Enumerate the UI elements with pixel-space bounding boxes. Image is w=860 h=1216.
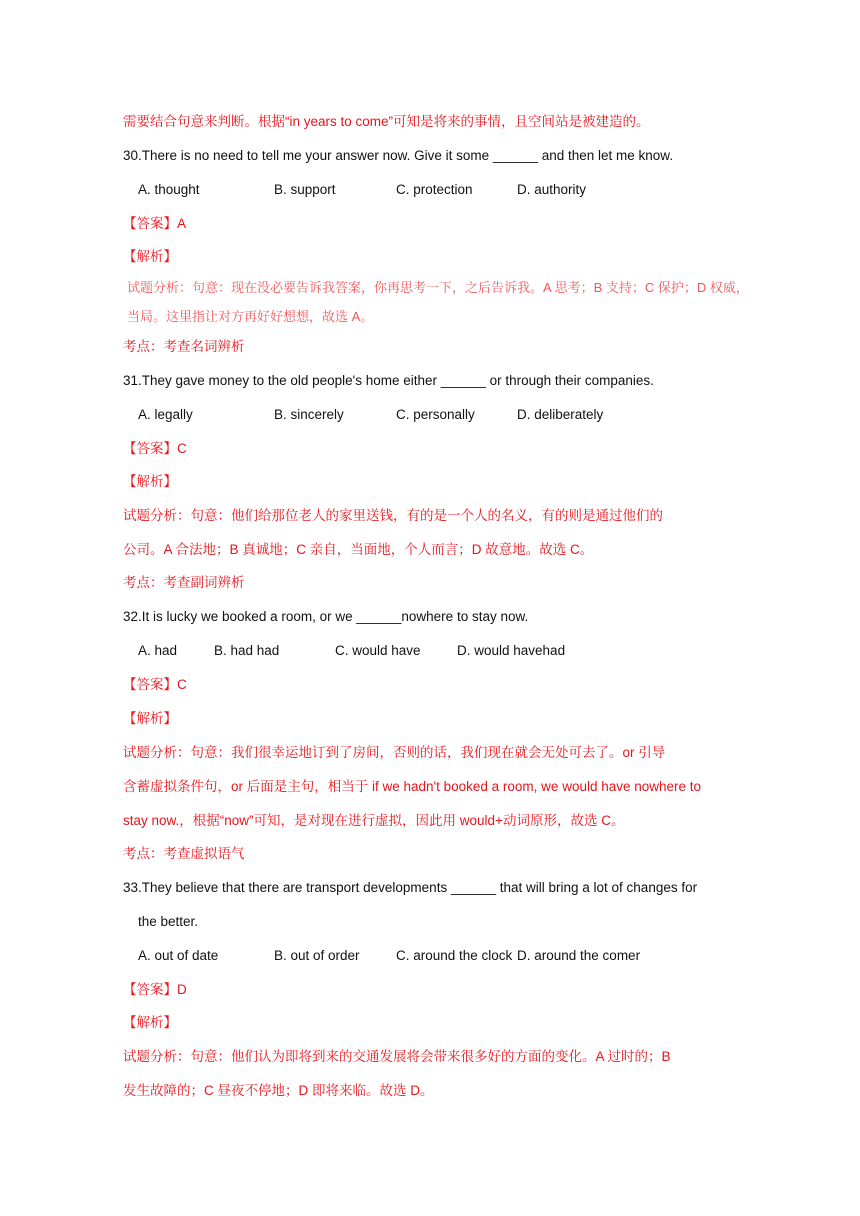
question-31-stem: 31.They gave money to the old people's home either ______ or through their companies. — [123, 373, 654, 388]
q30-analysis-line: 当局。这里指让对方再好好想想，故选 A。 — [127, 309, 374, 324]
q31-option-d: D. deliberately — [517, 407, 604, 422]
q32-option-d: D. would havehad — [457, 643, 566, 658]
q31-option-c: C. personally — [396, 407, 475, 422]
q33-option-d: D. around the comer — [517, 948, 641, 963]
q32-point: 考点：考查虚拟语气 — [123, 846, 245, 861]
question-30-stem: 30.There is no need to tell me your answer now. Give it some ______ and then let me know. — [123, 148, 674, 163]
q30-option-d: D. authority — [517, 182, 587, 197]
q33-option-b: B. out of order — [274, 948, 360, 963]
q31-analysis-line: 公司。A 合法地；B 真诚地；C 亲自，当面地，个人而言；D 故意地。故选 C。 — [123, 542, 594, 557]
q31-analysis-line: 试题分析：句意：他们给那位老人的家里送钱，有的是一个人的名义，有的则是通过他们的 — [123, 508, 663, 523]
q32-option-b: B. had had — [214, 643, 280, 658]
q30-answer: 【答案】A — [123, 216, 187, 231]
q32-analysis-line: 试题分析：句意：我们很幸运地订到了房间，否则的话，我们现在就会无处可去了。or 引导 — [123, 745, 666, 760]
q30-analysis-line: 试题分析：句意：现在没必要告诉我答案，你再思考一下，之后告诉我。A 思考；B 支持；C 保护；D 权威， — [127, 280, 749, 295]
q32-analysis-line: stay now.，根据“now”可知，是对现在进行虚拟，因此用 would+动词原形，故选 C。 — [123, 813, 625, 828]
question-33-stem-cont: the better. — [138, 914, 199, 929]
q33-option-c: C. around the clock — [396, 948, 513, 963]
q31-point: 考点：考查副词辨析 — [123, 575, 245, 590]
q30-option-b: B. support — [274, 182, 336, 197]
q31-option-a: A. legally — [138, 407, 193, 422]
q30-option-a: A. thought — [138, 182, 200, 197]
q31-option-b: B. sincerely — [274, 407, 344, 422]
q33-analysis-line: 试题分析：句意：他们认为即将到来的交通发展将会带来很多好的方面的变化。A 过时的；B — [123, 1049, 671, 1064]
q30-option-c: C. protection — [396, 182, 473, 197]
q30-point: 考点：考查名词辨析 — [123, 339, 245, 354]
q30-analysis-label: 【解析】 — [123, 249, 177, 264]
question-32-stem: 32.It is lucky we booked a room, or we ______nowhere to stay now. — [123, 609, 529, 624]
q33-analysis-label: 【解析】 — [123, 1015, 177, 1030]
question-33-stem: 33.They believe that there are transport developments ______ that will bring a lot of changes for — [123, 880, 698, 895]
q33-analysis-line: 发生故障的；C 昼夜不停地；D 即将来临。故选 D。 — [123, 1083, 434, 1098]
q32-analysis-line: 含蓄虚拟条件句，or 后面是主句，相当于 if we hadn't booked a room, we would have nowhere to — [123, 779, 702, 794]
q33-answer: 【答案】D — [123, 982, 187, 997]
q32-analysis-label: 【解析】 — [123, 711, 177, 726]
q32-option-a: A. had — [138, 643, 178, 658]
intro-line: 需要结合句意来判断。根据“in years to come”可知是将来的事情，且空间站是被建造的。 — [123, 114, 650, 129]
q33-option-a: A. out of date — [138, 948, 219, 963]
q32-option-c: C. would have — [335, 643, 421, 658]
q31-answer: 【答案】C — [123, 441, 187, 456]
q31-analysis-label: 【解析】 — [123, 474, 177, 489]
q32-answer: 【答案】C — [123, 677, 187, 692]
